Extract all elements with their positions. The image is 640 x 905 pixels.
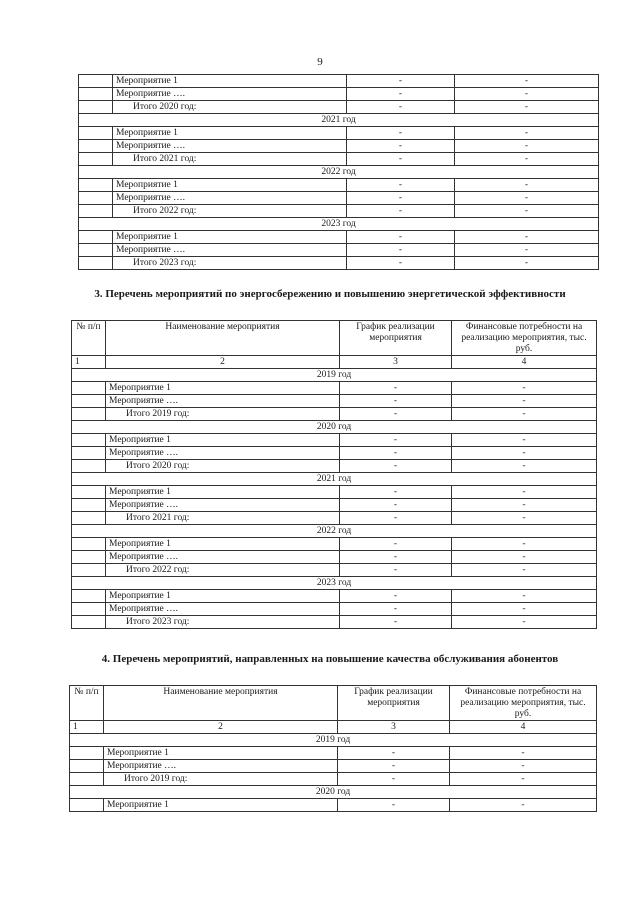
measure-name: Мероприятие 1 bbox=[106, 538, 340, 551]
total-label: Итого 2019 год: bbox=[104, 773, 338, 786]
schedule-value: - bbox=[347, 179, 455, 192]
schedule-value: - bbox=[340, 538, 452, 551]
row-number bbox=[79, 231, 113, 244]
row-number bbox=[79, 127, 113, 140]
row-number bbox=[79, 244, 113, 257]
schedule-value: - bbox=[338, 760, 450, 773]
total-label: Итого 2022 год: bbox=[106, 564, 340, 577]
finance-value: - bbox=[450, 773, 597, 786]
row-number bbox=[72, 512, 106, 525]
table-row bbox=[79, 192, 599, 205]
row-number bbox=[72, 447, 106, 460]
total-label: Итого 2023 год: bbox=[106, 616, 340, 629]
measure-name: Мероприятие …. bbox=[106, 395, 340, 408]
table-3-energy-saving bbox=[71, 320, 597, 629]
schedule-value: - bbox=[347, 153, 455, 166]
finance-value: - bbox=[452, 447, 597, 460]
year-label: 2022 год bbox=[79, 166, 599, 179]
column-number-row bbox=[72, 356, 597, 369]
header-row bbox=[72, 321, 597, 356]
schedule-value: - bbox=[347, 127, 455, 140]
row-number bbox=[79, 75, 113, 88]
year-row bbox=[72, 369, 597, 382]
schedule-value: - bbox=[347, 75, 455, 88]
schedule-value: - bbox=[340, 564, 452, 577]
row-number bbox=[72, 551, 106, 564]
finance-value: - bbox=[452, 512, 597, 525]
total-row bbox=[70, 773, 597, 786]
measure-name: Мероприятие 1 bbox=[106, 486, 340, 499]
finance-value: - bbox=[455, 75, 599, 88]
table-row bbox=[72, 434, 597, 447]
total-label: Итого 2020 год: bbox=[106, 460, 340, 473]
schedule-value: - bbox=[340, 447, 452, 460]
finance-value: - bbox=[455, 244, 599, 257]
table-row bbox=[72, 551, 597, 564]
measure-name: Мероприятие …. bbox=[106, 551, 340, 564]
row-number bbox=[72, 395, 106, 408]
total-row bbox=[72, 616, 597, 629]
total-row bbox=[72, 564, 597, 577]
schedule-value: - bbox=[340, 512, 452, 525]
row-number bbox=[72, 616, 106, 629]
column-number-row bbox=[70, 721, 597, 734]
schedule-value: - bbox=[338, 799, 450, 812]
row-number bbox=[72, 382, 106, 395]
column-number: 4 bbox=[450, 721, 597, 734]
measure-name: Мероприятие 1 bbox=[106, 590, 340, 603]
schedule-value: - bbox=[338, 747, 450, 760]
finance-value: - bbox=[452, 460, 597, 473]
row-number bbox=[72, 590, 106, 603]
row-number bbox=[72, 538, 106, 551]
schedule-value: - bbox=[340, 395, 452, 408]
schedule-value: - bbox=[340, 499, 452, 512]
schedule-value: - bbox=[340, 590, 452, 603]
finance-value: - bbox=[455, 140, 599, 153]
column-number: 4 bbox=[452, 356, 597, 369]
total-label: Итого 2019 год: bbox=[106, 408, 340, 421]
row-number bbox=[72, 499, 106, 512]
schedule-value: - bbox=[347, 192, 455, 205]
schedule-value: - bbox=[340, 603, 452, 616]
schedule-value: - bbox=[340, 616, 452, 629]
table-row bbox=[70, 760, 597, 773]
table-row bbox=[79, 88, 599, 101]
measure-name: Мероприятие 1 bbox=[106, 382, 340, 395]
header-finance: Финансовые потребности на реализацию мероприятия, тыс. руб. bbox=[452, 321, 597, 356]
table-2-continuation bbox=[78, 74, 599, 270]
total-label: Итого 2020 год: bbox=[113, 101, 347, 114]
finance-value: - bbox=[452, 408, 597, 421]
schedule-value: - bbox=[347, 101, 455, 114]
year-label: 2020 год bbox=[70, 786, 597, 799]
table-row bbox=[72, 382, 597, 395]
year-row bbox=[72, 421, 597, 434]
row-number bbox=[72, 434, 106, 447]
total-label: Итого 2021 год: bbox=[106, 512, 340, 525]
measure-name: Мероприятие 1 bbox=[104, 747, 338, 760]
year-row bbox=[79, 114, 599, 127]
table-row bbox=[72, 395, 597, 408]
header-number: № п/п bbox=[72, 321, 106, 356]
measure-name: Мероприятие …. bbox=[113, 88, 347, 101]
measure-name: Мероприятие …. bbox=[106, 603, 340, 616]
schedule-value: - bbox=[338, 773, 450, 786]
table-row bbox=[79, 127, 599, 140]
header-row bbox=[70, 686, 597, 721]
header-name: Наименование мероприятия bbox=[104, 686, 338, 721]
schedule-value: - bbox=[347, 205, 455, 218]
column-number: 2 bbox=[106, 356, 340, 369]
schedule-value: - bbox=[347, 244, 455, 257]
total-label: Итого 2021 год: bbox=[113, 153, 347, 166]
row-number bbox=[79, 205, 113, 218]
header-number: № п/п bbox=[70, 686, 104, 721]
total-row bbox=[79, 101, 599, 114]
section-4-title: 4. Перечень мероприятий, направленных на повышение качества обслуживания абонентов bbox=[101, 653, 559, 665]
finance-value: - bbox=[455, 205, 599, 218]
year-row bbox=[72, 577, 597, 590]
finance-value: - bbox=[452, 603, 597, 616]
row-number bbox=[70, 773, 104, 786]
finance-value: - bbox=[452, 538, 597, 551]
finance-value: - bbox=[452, 564, 597, 577]
table-row bbox=[79, 75, 599, 88]
schedule-value: - bbox=[340, 434, 452, 447]
year-label: 2020 год bbox=[72, 421, 597, 434]
table-row bbox=[79, 140, 599, 153]
row-number bbox=[72, 460, 106, 473]
header-schedule: График реализации мероприятия bbox=[340, 321, 452, 356]
finance-value: - bbox=[452, 434, 597, 447]
finance-value: - bbox=[455, 231, 599, 244]
year-row bbox=[70, 786, 597, 799]
total-row bbox=[72, 512, 597, 525]
column-number: 3 bbox=[340, 356, 452, 369]
measure-name: Мероприятие 1 bbox=[106, 434, 340, 447]
total-row bbox=[79, 257, 599, 270]
schedule-value: - bbox=[347, 140, 455, 153]
table-row bbox=[72, 603, 597, 616]
row-number bbox=[70, 760, 104, 773]
year-label: 2021 год bbox=[79, 114, 599, 127]
finance-value: - bbox=[452, 395, 597, 408]
row-number bbox=[79, 153, 113, 166]
table-row bbox=[72, 499, 597, 512]
schedule-value: - bbox=[340, 551, 452, 564]
finance-value: - bbox=[455, 88, 599, 101]
finance-value: - bbox=[450, 799, 597, 812]
measure-name: Мероприятие …. bbox=[104, 760, 338, 773]
row-number bbox=[79, 140, 113, 153]
schedule-value: - bbox=[340, 408, 452, 421]
table-row bbox=[72, 486, 597, 499]
finance-value: - bbox=[452, 551, 597, 564]
finance-value: - bbox=[452, 616, 597, 629]
measure-name: Мероприятие 1 bbox=[113, 127, 347, 140]
header-finance: Финансовые потребности на реализацию мероприятия, тыс. руб. bbox=[450, 686, 597, 721]
measure-name: Мероприятие 1 bbox=[113, 231, 347, 244]
measure-name: Мероприятие 1 bbox=[104, 799, 338, 812]
table-row bbox=[79, 231, 599, 244]
section-3-title: 3. Перечень мероприятий по энергосбережению и повышению энергетической эффективности bbox=[94, 288, 566, 300]
total-row bbox=[72, 408, 597, 421]
schedule-value: - bbox=[340, 486, 452, 499]
row-number bbox=[72, 486, 106, 499]
finance-value: - bbox=[455, 192, 599, 205]
year-row bbox=[70, 734, 597, 747]
finance-value: - bbox=[452, 382, 597, 395]
finance-value: - bbox=[450, 760, 597, 773]
measure-name: Мероприятие 1 bbox=[113, 75, 347, 88]
total-row bbox=[72, 460, 597, 473]
measure-name: Мероприятие …. bbox=[106, 499, 340, 512]
header-schedule: График реализации мероприятия bbox=[338, 686, 450, 721]
table-row bbox=[79, 244, 599, 257]
column-number: 3 bbox=[338, 721, 450, 734]
column-number: 2 bbox=[104, 721, 338, 734]
total-label: Итого 2023 год: bbox=[113, 257, 347, 270]
finance-value: - bbox=[455, 179, 599, 192]
year-row bbox=[79, 218, 599, 231]
page-number: 9 bbox=[317, 56, 323, 68]
column-number: 1 bbox=[70, 721, 104, 734]
table-row bbox=[72, 447, 597, 460]
row-number bbox=[70, 747, 104, 760]
schedule-value: - bbox=[340, 460, 452, 473]
year-label: 2021 год bbox=[72, 473, 597, 486]
schedule-value: - bbox=[347, 257, 455, 270]
measure-name: Мероприятие …. bbox=[113, 244, 347, 257]
year-row bbox=[72, 473, 597, 486]
measure-name: Мероприятие …. bbox=[113, 140, 347, 153]
measure-name: Мероприятие 1 bbox=[113, 179, 347, 192]
measure-name: Мероприятие …. bbox=[106, 447, 340, 460]
finance-value: - bbox=[452, 499, 597, 512]
total-row bbox=[79, 205, 599, 218]
finance-value: - bbox=[455, 101, 599, 114]
year-label: 2022 год bbox=[72, 525, 597, 538]
total-label: Итого 2022 год: bbox=[113, 205, 347, 218]
schedule-value: - bbox=[340, 382, 452, 395]
year-label: 2019 год bbox=[70, 734, 597, 747]
year-label: 2023 год bbox=[72, 577, 597, 590]
total-row bbox=[79, 153, 599, 166]
year-label: 2019 год bbox=[72, 369, 597, 382]
table-row bbox=[70, 747, 597, 760]
table-row bbox=[79, 179, 599, 192]
finance-value: - bbox=[450, 747, 597, 760]
row-number bbox=[79, 257, 113, 270]
header-name: Наименование мероприятия bbox=[106, 321, 340, 356]
row-number bbox=[72, 408, 106, 421]
column-number: 1 bbox=[72, 356, 106, 369]
finance-value: - bbox=[455, 127, 599, 140]
year-label: 2023 год bbox=[79, 218, 599, 231]
row-number bbox=[72, 564, 106, 577]
finance-value: - bbox=[455, 153, 599, 166]
row-number bbox=[79, 192, 113, 205]
year-row bbox=[72, 525, 597, 538]
row-number bbox=[79, 88, 113, 101]
table-row bbox=[72, 538, 597, 551]
finance-value: - bbox=[455, 257, 599, 270]
row-number bbox=[72, 603, 106, 616]
table-4-customer-service bbox=[69, 685, 597, 812]
row-number bbox=[79, 179, 113, 192]
year-row bbox=[79, 166, 599, 179]
table-row bbox=[72, 590, 597, 603]
table-row bbox=[70, 799, 597, 812]
schedule-value: - bbox=[347, 231, 455, 244]
schedule-value: - bbox=[347, 88, 455, 101]
row-number bbox=[79, 101, 113, 114]
measure-name: Мероприятие …. bbox=[113, 192, 347, 205]
row-number bbox=[70, 799, 104, 812]
finance-value: - bbox=[452, 590, 597, 603]
finance-value: - bbox=[452, 486, 597, 499]
